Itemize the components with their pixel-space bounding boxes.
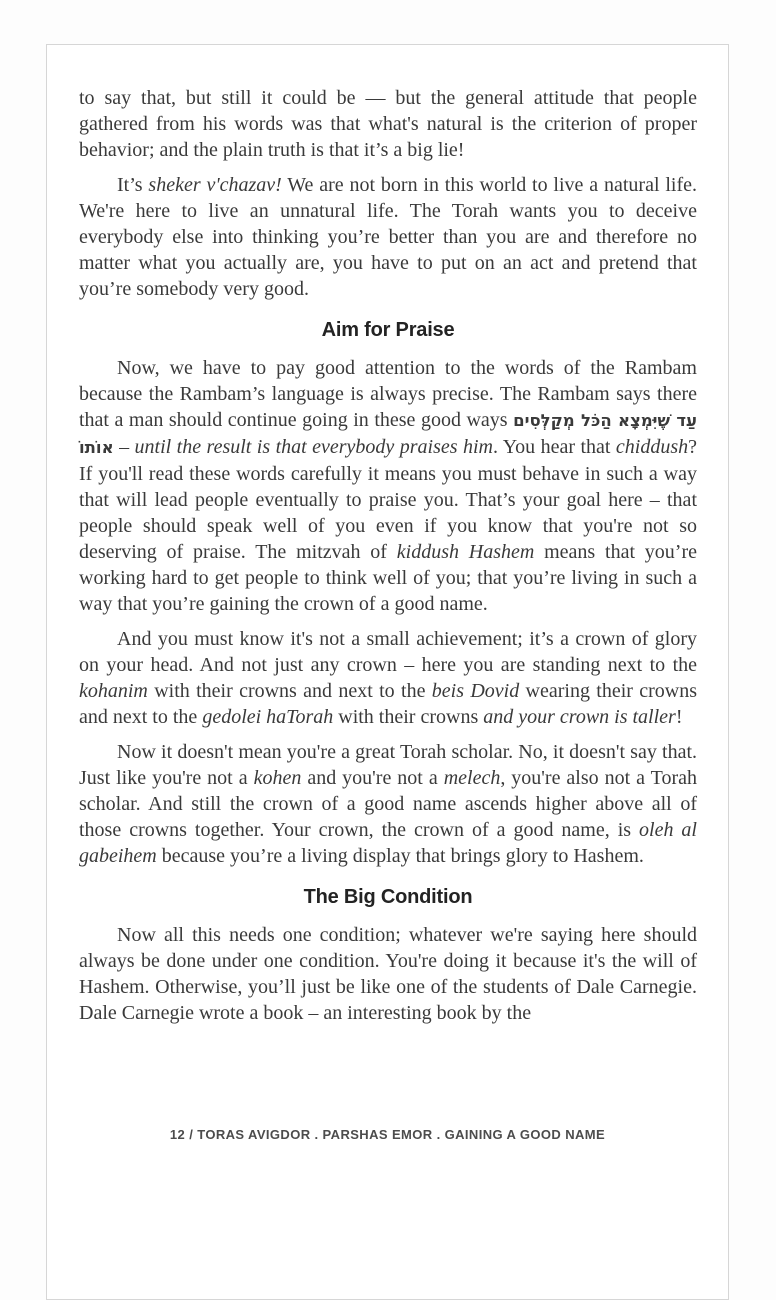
italic-phrase: kohanim (79, 680, 148, 702)
text-run: , you're also not a Torah scholar. And still the crown of a good name ascends higher above all of those crowns together. Your crown, the crown of a good name, is (79, 767, 698, 841)
italic-phrase: until the result is that everybody praises him (134, 436, 493, 458)
text-run: . You hear that (493, 436, 616, 458)
text-run: wearing their crowns and next to the (79, 680, 698, 728)
text-run: ! (675, 706, 683, 728)
text-run: to say that, but still it could be — but the general attitude that people gathered from his words was that what's natural is the criterion of proper behavior; and the plain truth is that it’s a big lie! (79, 87, 697, 161)
text-run: Now all this needs one condition; whatever we're saying here should always be done under one condition. You're doing it because it's the will of Hashem. Otherwise, you’ll just be like one of the students of Dale Carnegie. Dale Carnegie wrote a book – an interesting book by the (79, 924, 697, 1024)
paragraph-continuation (79, 85, 697, 163)
text-run: and you're not a (301, 767, 444, 789)
text-run: And you must know it's not a small achievement; it’s a crown of glory on your head. And not just any crown – here you are standing next to the (79, 628, 697, 676)
italic-phrase: melech (443, 767, 501, 789)
text-run: It’s (117, 174, 149, 196)
hebrew-phrase: עַד שֶׁיִּמְצָא הַכֹּל מְקַלְּסִים אוֹתוֹ (79, 411, 697, 457)
document-page (46, 44, 729, 1300)
paragraph-not-torah-scholar (79, 739, 697, 869)
italic-phrase: oleh al gabeihem (79, 819, 697, 867)
italic-phrase: and your crown is taller (483, 706, 676, 728)
page-footer: 12 / TORAS AVIGDOR . PARSHAS EMOR . GAINING A GOOD NAME (169, 1127, 606, 1142)
italic-phrase: gedolei haTorah (202, 706, 334, 728)
paragraph-one-condition (79, 922, 697, 1026)
text-run: Now it doesn't mean you're a great Torah scholar. No, it doesn't say that. Just like you're not a (79, 741, 697, 789)
text-run: We are not born in this world to live a natural life. We're here to live an unnatural life. The Torah wants you to deceive everybody else into thinking you’re better than you are and therefore no matter what you actually are, you have to put on an act and pretend that you’re somebody very good. (79, 174, 697, 300)
text-run: with their crowns (333, 706, 484, 728)
text-run: because you’re a living display that brings glory to Hashem. (156, 845, 644, 867)
italic-phrase: beis Dovid (431, 680, 520, 702)
text-run: means that you’re working hard to get people to think well of you; that you’re living in such a way that you’re gaining the crown of a good name. (79, 541, 697, 615)
italic-phrase: chiddush (615, 436, 689, 458)
text-run: Now, we have to pay good attention to the words of the Rambam because the Rambam’s language is always precise. The Rambam says there that a man should continue going in these good ways (79, 357, 697, 431)
paragraph-sheker-vchazav (79, 172, 697, 302)
text-run: – (113, 436, 135, 458)
paragraph-rambam-precise (79, 355, 697, 617)
italic-phrase: kohen (253, 767, 302, 789)
paragraph-crown-of-glory (79, 626, 697, 730)
italic-phrase: sheker v'chazav! (148, 174, 282, 196)
text-run: ? If you'll read these words carefully it means you must behave in such a way that will lead people eventually to praise you. That’s your goal here – that people should speak well of you even if you know that you're not so deserving of praise. The mitzvah of (79, 436, 698, 563)
heading-big-condition: The Big Condition (303, 886, 473, 908)
heading-aim-for-praise: Aim for Praise (321, 319, 455, 341)
italic-phrase: kiddush Hashem (396, 541, 535, 563)
text-run: with their crowns and next to the (147, 680, 432, 702)
